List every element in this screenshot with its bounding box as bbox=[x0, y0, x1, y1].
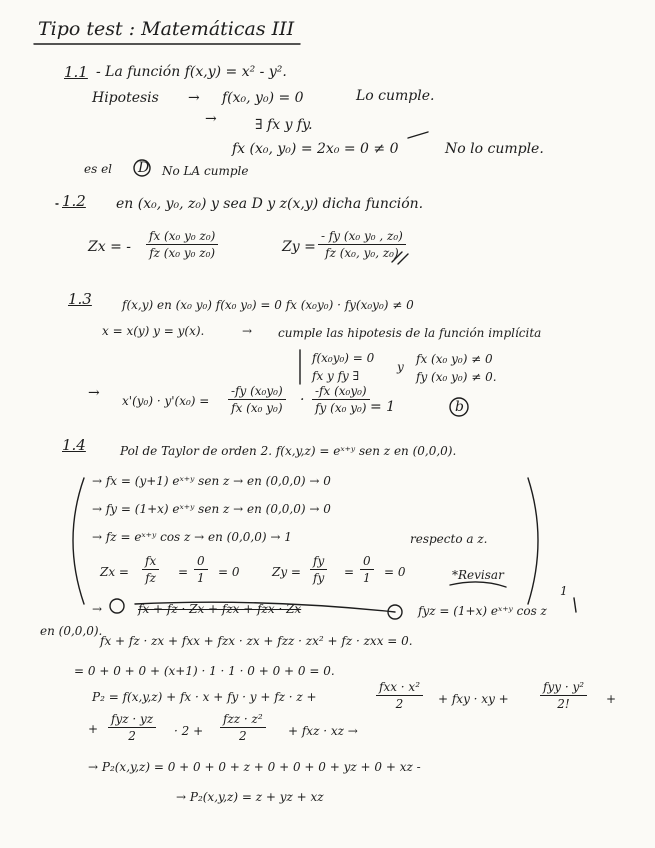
taylor-p2-line1: P₂ = f(x,y,z) + fx · x + fy · y + fz · z + bbox=[92, 690, 317, 704]
brace-item-3: fx (x₀ y₀) ≠ 0 bbox=[416, 352, 493, 366]
section-1-3-text: f(x,y) en (x₀ y₀) f(x₀ y₀) = 0 fx (x₀y₀) · fy(x₀y₀) ≠ 0 bbox=[122, 298, 414, 312]
brace-item-4: fy (x₀ y₀) ≠ 0. bbox=[416, 370, 497, 384]
p2b-fraction-2-numerator: fzz · z² bbox=[220, 712, 266, 728]
arrow-icon: → bbox=[188, 90, 200, 106]
zy2-denominator: fy bbox=[313, 571, 325, 585]
arrow-icon: → bbox=[242, 324, 253, 338]
derivative-product: x'(y₀) · y'(x₀) = bbox=[122, 394, 210, 408]
result-line-2: → P₂(x,y,z) = z + yz + xz bbox=[176, 790, 324, 804]
struck-expression: fx + fz · Zx + fzx + fzx · Zx bbox=[138, 602, 302, 616]
section-1-3-number: 1.3 bbox=[68, 290, 92, 308]
p2b-fraction-1-numerator: fyz · yz bbox=[108, 712, 156, 728]
evaluation-point: en (0,0,0). bbox=[40, 624, 103, 638]
fraction-1-denominator: fx (x₀ y₀) bbox=[231, 401, 283, 415]
arrow-icon: → bbox=[92, 602, 103, 616]
strike-through bbox=[135, 602, 395, 612]
revisar-underline bbox=[450, 582, 506, 587]
section-1-3-note: cumple las hipotesis de la función implícita bbox=[278, 326, 542, 340]
zx2-numerator: fx bbox=[142, 554, 159, 570]
p2b-fraction-2-denominator: 2 bbox=[239, 729, 247, 743]
double-slash bbox=[392, 252, 408, 264]
zx-label: Zx = - bbox=[88, 239, 131, 255]
hypothesis-1-note: Lo cumple. bbox=[356, 88, 435, 104]
left-paren bbox=[73, 478, 84, 604]
p2b-fraction-1-denominator: 2 bbox=[128, 729, 136, 743]
fyz-expression: fyz = (1+x) eˣ⁺ʸ cos z bbox=[418, 604, 547, 618]
hypothesis-2: ∃ fx y fy. bbox=[255, 117, 313, 133]
brace-item-1: f(x₀y₀) = 0 bbox=[312, 351, 375, 365]
derivative-fx: → fx = (y+1) eˣ⁺ʸ sen z → en (0,0,0) → 0 bbox=[92, 474, 331, 488]
derivative-fy: → fy = (1+x) eˣ⁺ʸ sen z → en (0,0,0) → 0 bbox=[92, 502, 331, 516]
zy2-result: = 0 bbox=[384, 565, 406, 579]
zy2-numerator: fy bbox=[310, 554, 327, 570]
section-1-3-line2: x = x(y) y = y(x). bbox=[102, 324, 205, 338]
fraction-2-numerator: -fx (x₀y₀) bbox=[312, 384, 370, 400]
right-paren bbox=[528, 478, 538, 604]
section-1-2-number: 1.2 bbox=[62, 192, 86, 210]
conclusion-prefix: es el bbox=[84, 162, 113, 176]
p2-fraction-2-numerator: fyy · y² bbox=[540, 680, 587, 696]
p2-middle: + fxy · xy + bbox=[438, 692, 509, 706]
fraction-2-denominator: fy (x₀ y₀) bbox=[315, 401, 367, 415]
result-line-1: → P₂(x,y,z) = 0 + 0 + 0 + z + 0 + 0 + 0 + yz + 0 + xz - bbox=[88, 760, 421, 774]
zx2-value-numerator: 0 bbox=[194, 554, 208, 570]
zy2-value-denominator: 1 bbox=[363, 571, 371, 585]
p2-fraction-1-denominator: 2 bbox=[395, 697, 404, 711]
hypothesis-label: Hipotesis bbox=[92, 90, 159, 106]
conclusion-letter: D bbox=[138, 160, 150, 176]
section-1-2-text: en (x₀, y₀, z₀) y sea D y z(x,y) dicha función. bbox=[116, 196, 424, 212]
p2b-end: + fxz · xz → bbox=[288, 724, 358, 738]
fraction-1-numerator: -fy (x₀y₀) bbox=[228, 384, 286, 400]
side-mark: 1 bbox=[560, 584, 568, 598]
p2-line2-prefix: + bbox=[88, 722, 99, 736]
zy-label-2: Zy = bbox=[272, 565, 301, 579]
section-1-4-text: Pol de Taylor de orden 2. f(x,y,z) = eˣ⁺ʸ sen z en (0,0,0). bbox=[120, 444, 457, 458]
hypothesis-3-note: No lo cumple. bbox=[445, 141, 544, 157]
revisar-note: *Revisar bbox=[452, 568, 504, 582]
derivative-fz-note: respecto a z. bbox=[410, 532, 488, 546]
section-1-1-number: 1.1 bbox=[64, 63, 88, 81]
zx2-value-denominator: 1 bbox=[197, 571, 205, 585]
zy2-value-numerator: 0 bbox=[360, 554, 374, 570]
answer-letter: b bbox=[455, 399, 464, 415]
side-tick bbox=[574, 598, 576, 612]
arrow-icon: → bbox=[88, 385, 100, 401]
dot: · bbox=[300, 392, 305, 408]
not-equal-mark bbox=[408, 132, 428, 138]
chain-rule-line: fx + fz · zx + fxx + fzx · zx + fzz · zx² + fz · zxx = 0. bbox=[100, 634, 413, 648]
circle-mark bbox=[110, 599, 124, 613]
zx-label-2: Zx = bbox=[100, 565, 129, 579]
derivative-fz: → fz = eˣ⁺ʸ cos z → en (0,0,0) → 1 bbox=[92, 530, 292, 544]
answer-circle-1 bbox=[134, 160, 150, 176]
p2-fraction-2-denominator: 2! bbox=[557, 697, 570, 711]
answer-circle-2 bbox=[450, 398, 468, 416]
zy-denominator: fz (x₀, y₀, z₀) bbox=[325, 246, 399, 260]
zy-label: Zy = bbox=[282, 239, 316, 255]
section-1-4-number: 1.4 bbox=[62, 436, 86, 454]
brace-connector: y bbox=[397, 360, 404, 374]
brace-item-2: fx y fy ∃ bbox=[312, 369, 360, 383]
p2-fraction-1-numerator: fxx · x² bbox=[376, 680, 423, 696]
p2b-middle: · 2 + bbox=[174, 724, 204, 738]
hypothesis-3: fx (x₀, y₀) = 2x₀ = 0 ≠ 0 bbox=[232, 141, 399, 157]
page-title: Tipo test : Matemáticas III bbox=[38, 18, 295, 40]
hypothesis-1: f(x₀, y₀) = 0 bbox=[222, 90, 304, 106]
zx2-result: = 0 bbox=[218, 565, 240, 579]
conclusion-text: No LA cumple bbox=[162, 164, 249, 178]
p2-end: + bbox=[606, 692, 617, 706]
evaluated-line: = 0 + 0 + 0 + (x+1) · 1 · 1 · 0 + 0 + 0 = 0. bbox=[74, 664, 335, 678]
section-1-1-function: - La función f(x,y) = x² - y². bbox=[96, 64, 287, 80]
zy-numerator: - fy (x₀ y₀ , z₀) bbox=[318, 229, 406, 245]
zx-denominator: fz (x₀ y₀ z₀) bbox=[149, 246, 216, 260]
zy2-equals: = bbox=[344, 565, 355, 579]
zx2-denominator: fz bbox=[145, 571, 156, 585]
zx-numerator: fx (x₀ y₀ z₀) bbox=[146, 229, 218, 245]
arrow-icon: → bbox=[205, 111, 217, 127]
zx2-equals: = bbox=[178, 565, 189, 579]
result: = 1 bbox=[370, 399, 396, 415]
